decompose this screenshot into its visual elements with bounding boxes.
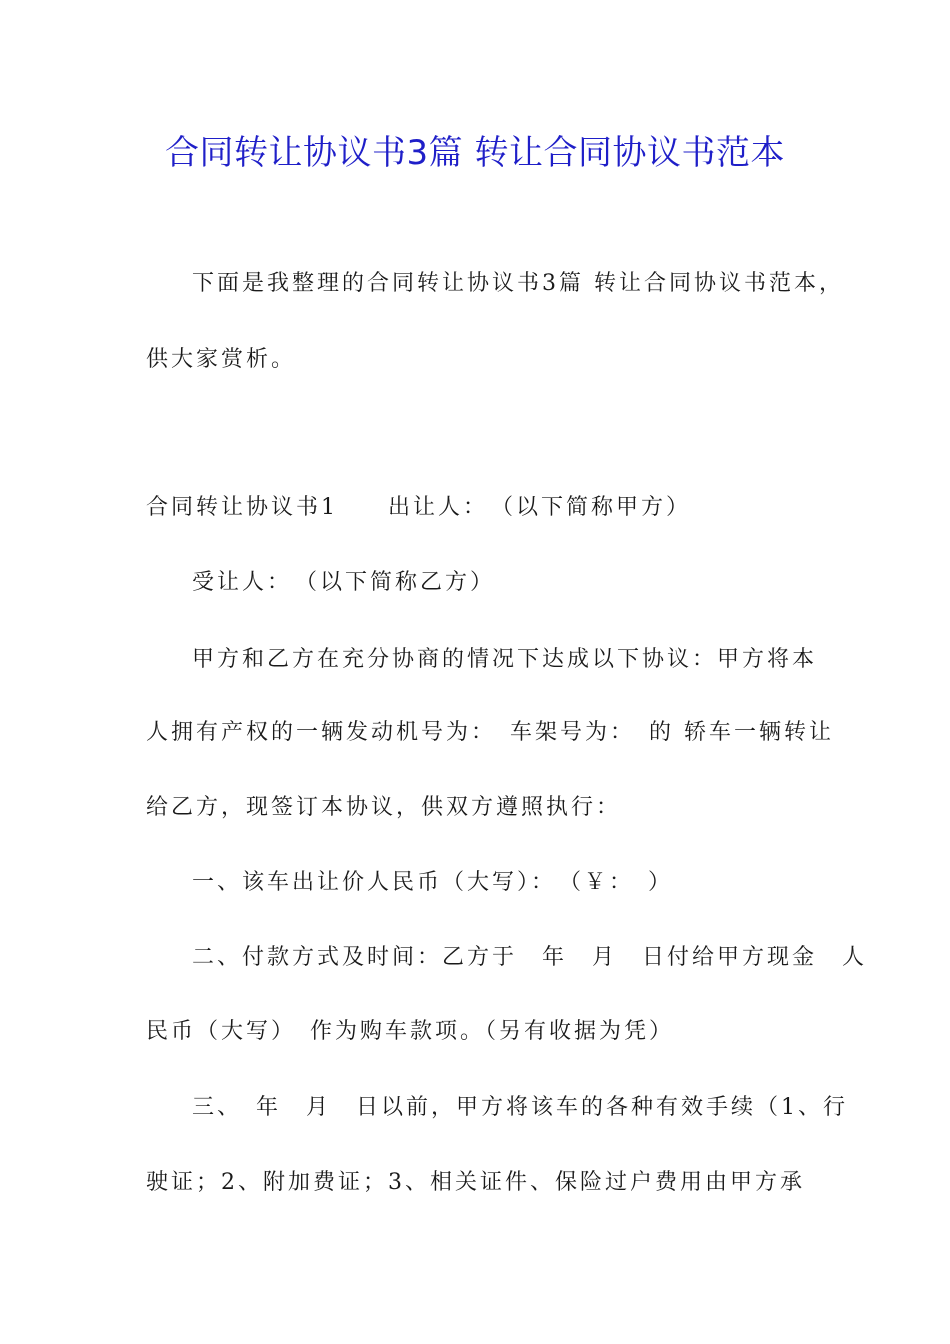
clause-3-line-1: 三、 年 月 日以前，甲方将该车的各种有效手续（1、行 xyxy=(192,1095,848,1120)
paragraph-agreement-line-1: 甲方和乙方在充分协商的情况下达成以下协议：甲方将本 xyxy=(192,647,818,672)
transferee-line: 受让人： （以下简称乙方） xyxy=(192,570,496,595)
document-title: 合同转让协议书3篇 转让合同协议书范本 xyxy=(165,133,785,173)
paragraph-intro-line-1: 下面是我整理的合同转让协议书3篇 转让合同协议书范本， xyxy=(192,271,844,296)
clause-3-line-2: 驶证；2、附加费证；3、相关证件、保险过户费用由甲方承 xyxy=(146,1170,805,1195)
clause-2-line-2: 民币（大写） 作为购车款项。（另有收据为凭） xyxy=(146,1019,675,1044)
paragraph-agreement-line-3: 给乙方，现签订本协议，供双方遵照执行： xyxy=(146,795,622,820)
agreement-heading-line: 合同转让协议书1 出让人： （以下简称甲方） xyxy=(146,495,691,520)
paragraph-intro-line-2: 供大家赏析。 xyxy=(146,347,297,372)
clause-1-line: 一、该车出让价人民币（大写）： （￥： ） xyxy=(192,870,674,895)
clause-2-line-1: 二、付款方式及时间：乙方于 年 月 日付给甲方现金 人 xyxy=(192,945,868,970)
paragraph-agreement-line-2: 人拥有产权的一辆发动机号为： 车架号为： 的 轿车一辆转让 xyxy=(146,720,834,745)
